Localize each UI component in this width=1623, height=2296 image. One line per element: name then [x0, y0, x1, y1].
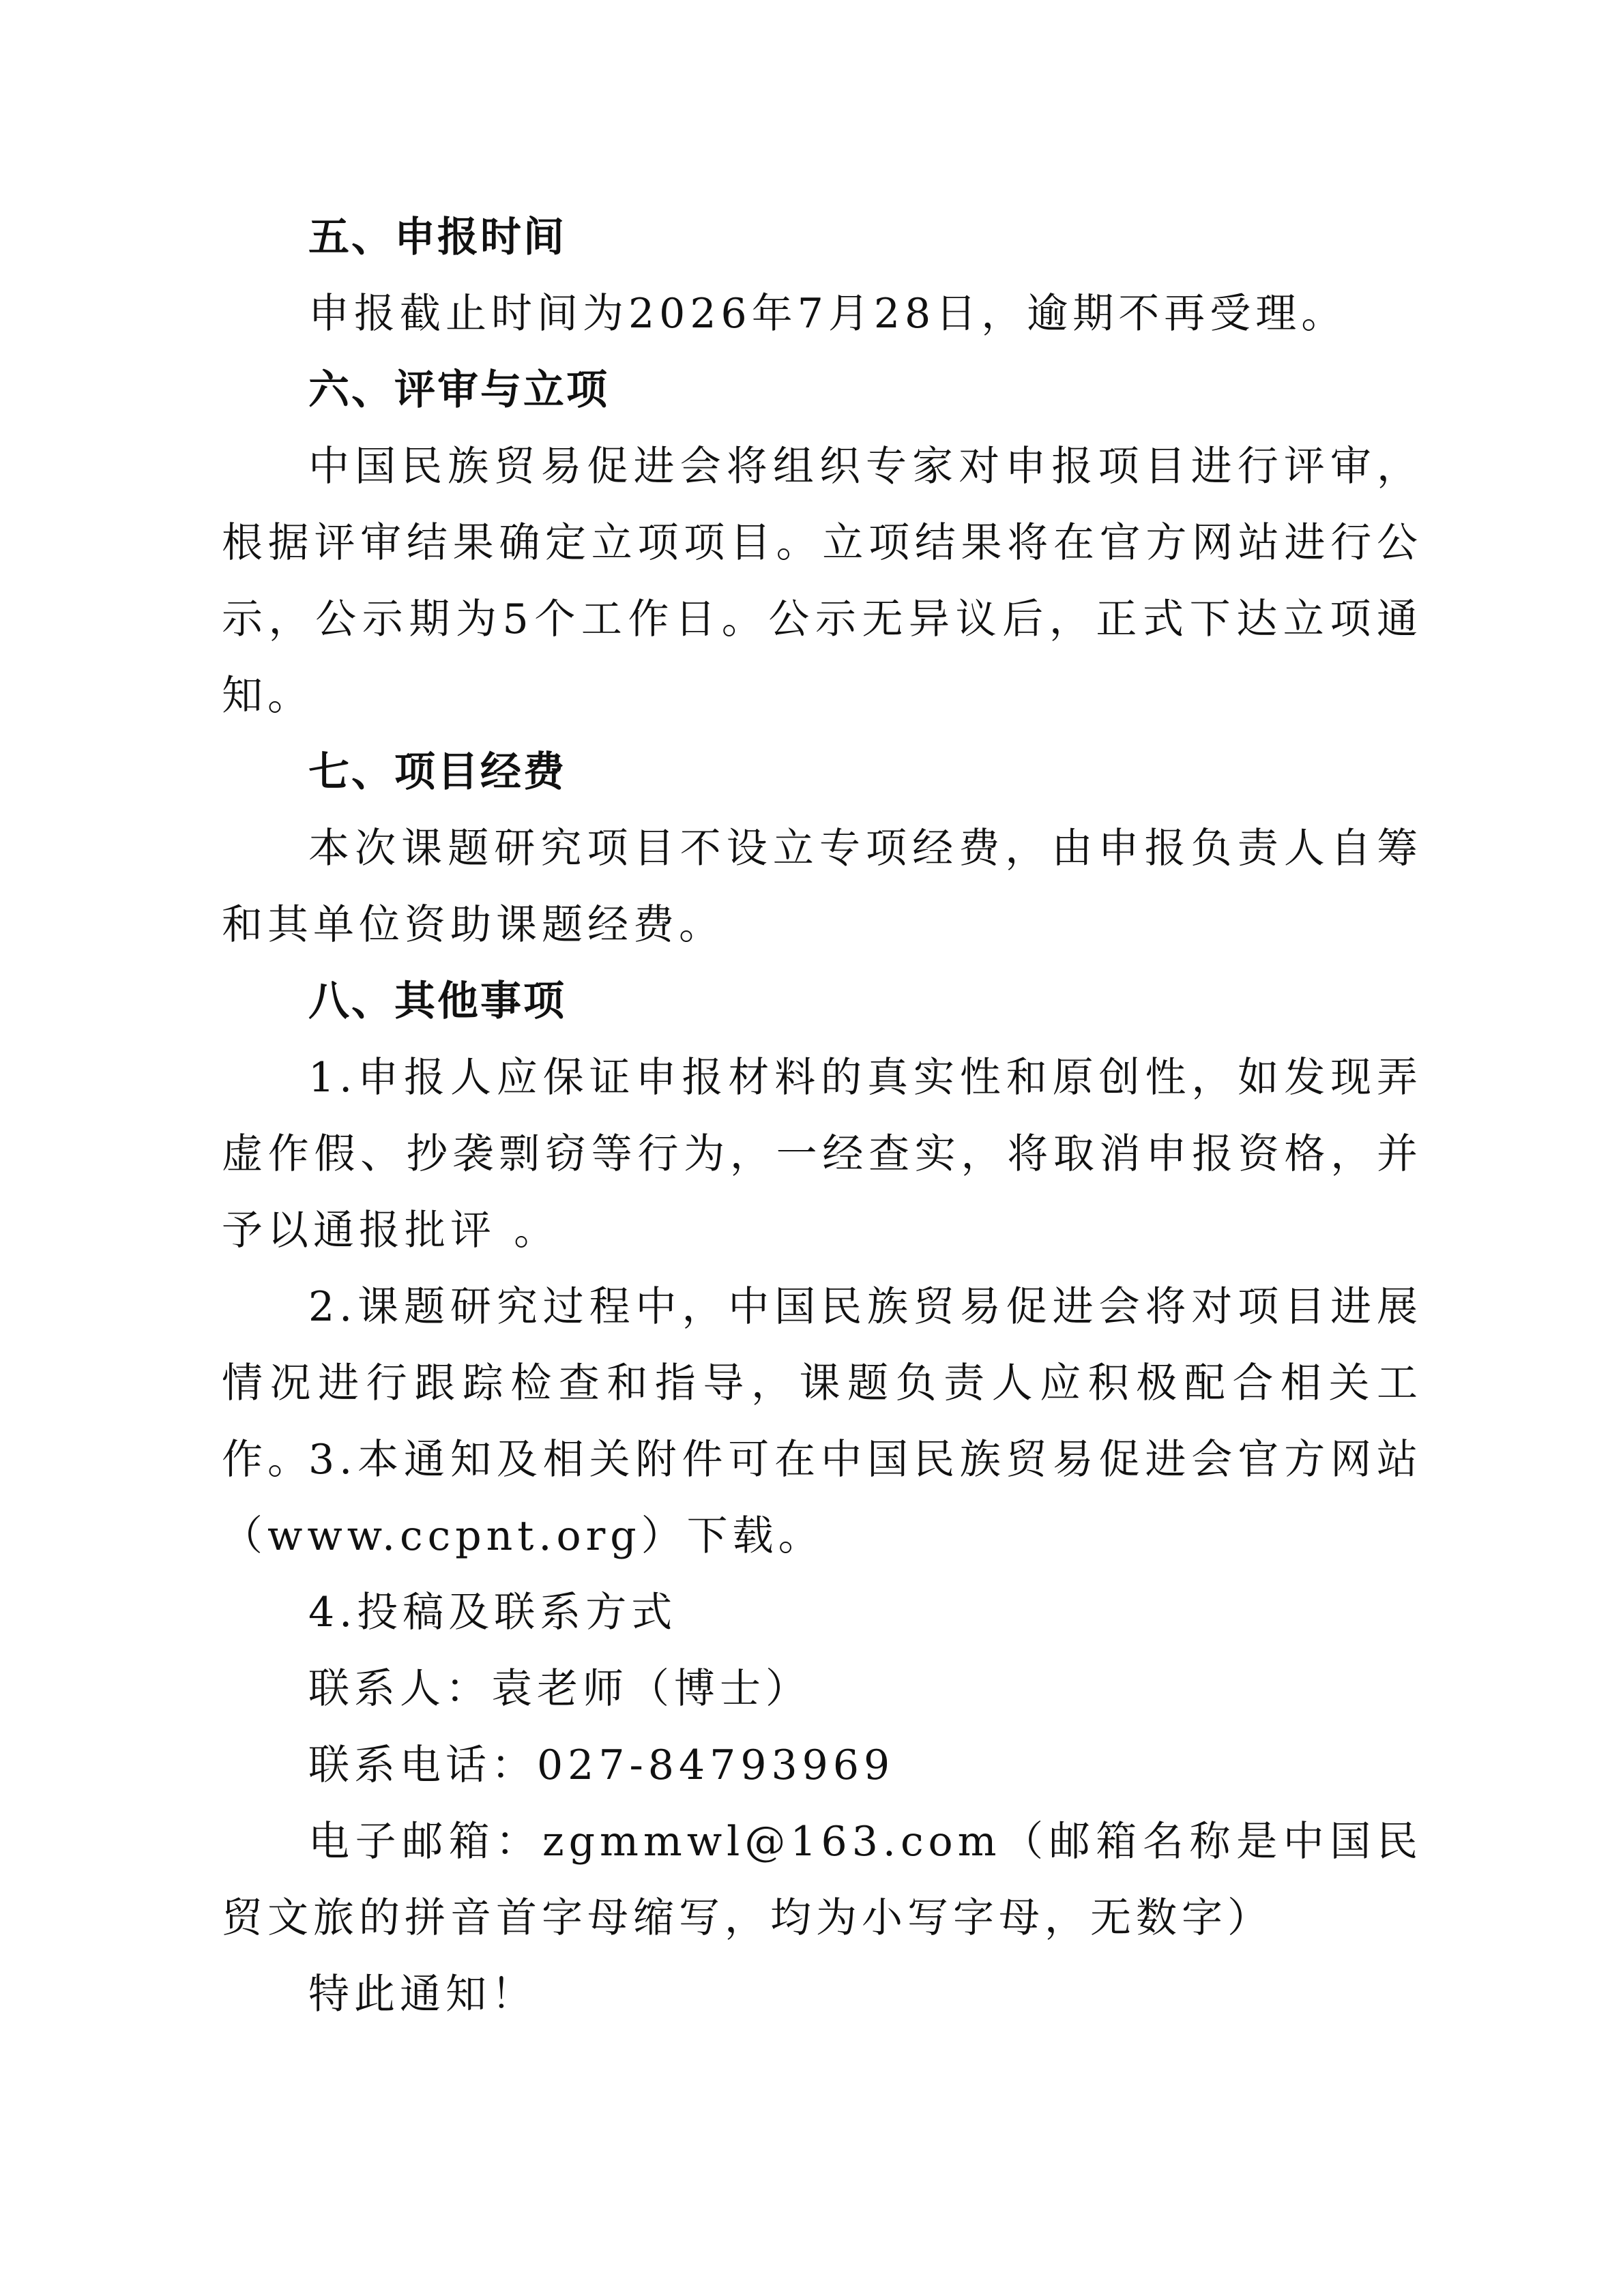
section-8-item-1: 1.申报人应保证申报材料的真实性和原创性，如发现弄虚作假、抄袭剽窃等行为，一经查实，将取消申报资格，并予以通报批评 。 [222, 1054, 1422, 1254]
contact-email: 电子邮箱：zgmmwl@163.com（邮箱名称是中国民贸文旅的拼音首字母缩写，均为小写字母，无数字） [222, 1818, 1422, 1942]
section-heading-6: 六、评审与立项 [308, 366, 609, 414]
contact-phone: 联系电话：027-84793969 [308, 1741, 895, 1789]
section-8-item-2: 2.课题研究过程中，中国民族贸易促进会将对项目进展情况进行跟踪检查和指导，课题负责人应积极配合相关工作。 [222, 1283, 1422, 1484]
contact-person: 联系人：袁老师（博士） [308, 1665, 811, 1713]
section-heading-7: 七、项目经费 [308, 748, 566, 796]
section-7-paragraph: 本次课题研究项目不设立专项经费，由申报负责人自筹和其单位资助课题经费。 [222, 825, 1422, 949]
section-5-paragraph: 申报截止时间为2026年7月28日，逾期不再受理。 [308, 290, 1347, 338]
section-8-item-4: 4.投稿及联系方式 [308, 1589, 677, 1636]
section-heading-8: 八、其他事项 [308, 977, 566, 1025]
section-heading-5: 五、申报时间 [308, 214, 566, 261]
section-8-item-3: 3.本通知及相关附件可在中国民族贸易促进会官方网站（www.ccpnt.org）下载。 [222, 1436, 1422, 1560]
closing-line: 特此通知！ [308, 1971, 537, 2018]
section-6-paragraph: 中国民族贸易促进会将组织专家对申报项目进行评审，根据评审结果确定立项项目。立项结果将在官方网站进行公示，公示期为5个工作日。公示无异议后，正式下达立项通知。 [222, 443, 1422, 720]
